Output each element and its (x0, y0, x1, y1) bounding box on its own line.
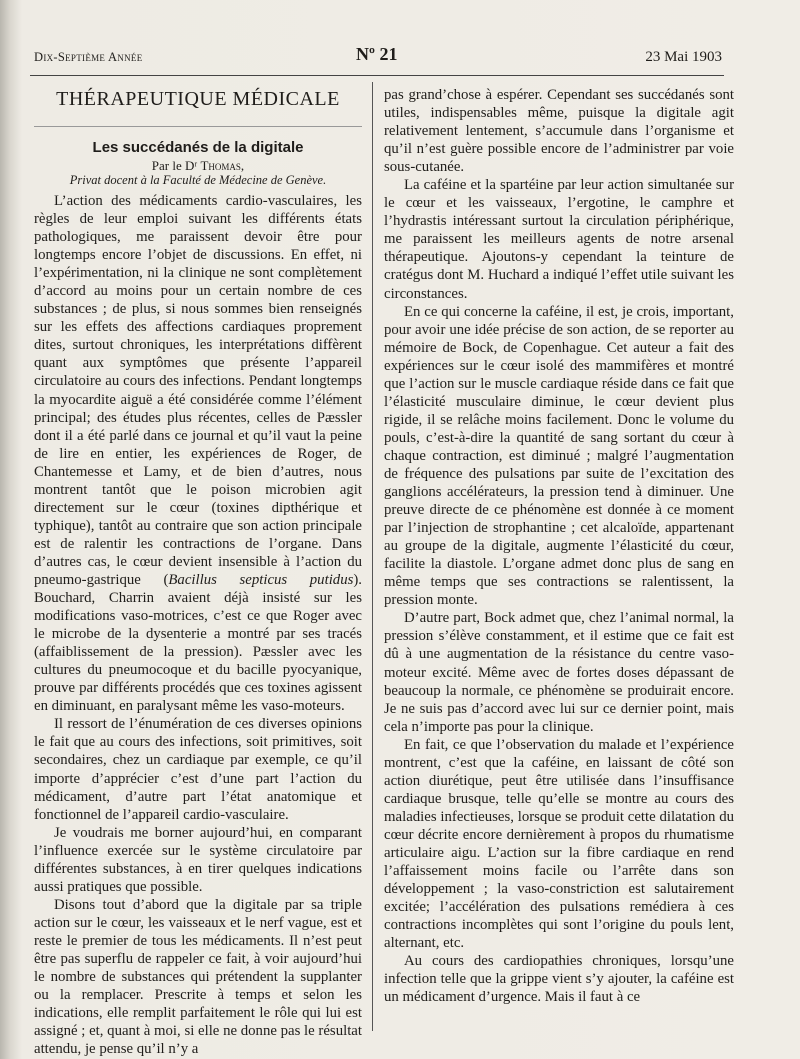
paragraph (34, 192, 362, 715)
paragraph: En ce qui concerne la caféine, il est, je crois, important, pour avoir une idée précise de son action, de se reporter au mémoire de Bock, de Copenhague. Cet auteur a fait des expériences sur le cœur isolé des mammifères et montré que l’action sur le muscle cardiaque réside dans ce fait que l’élasticité musculaire diminue, le cœur devient plus rigide, il se relâche moins facilement. Donc le volume du pouls, c’est-à-dire la quantité de sang sortant du cœur à chaque contraction, est diminué ; malgré l’augmentation de fréquence des pulsations par suite de l’excitation des ganglions accélérateurs, la pression tend à diminuer. Une preuve directe de ce phénomène est donnée à ce moment par l’injection de strophantine ; cet alcaloïde, appartenant au groupe de la digitale, augmente l’élasticité du cœur, facilite la diastole. L’organe admet donc plus de sang en même temps que ses contractions se ralentissent, la pression monte. (384, 303, 734, 609)
header-issue-number: Nº 21 (356, 44, 398, 64)
paragraph: Je voudrais me borner aujourd’hui, en comparant l’influence exercée sur le système circulatoire par différentes substances, à en tirer quelques indications aussi pratiques que possible. (34, 824, 362, 895)
byline-prefix: Par le Dʳ (151, 158, 201, 173)
header-volume: Dix-Septième Année (34, 50, 143, 64)
column-divider (372, 82, 373, 1031)
paragraph: En fait, ce que l’observation du malade et l’expérience montrent, c’est que la caféine, en laissant de côté son action diurétique, peut être utilisée dans l’insuffisance cardiaque brusque, telle qu’elle se montre au cours des maladies infectieuses, lorsque se produit cette dilatation du cœur décrite encore dernièrement à propos du rhumatisme articulaire aigu. L’action sur la fibre cardiaque en rend l’affaissement moins facile ou l’arrête dans son développement ; la vaso-constriction est salutairement excitée; l’accélération des pulsations remédiera à ces contractions incomplètes qui sont l’origine du pouls lent, alternant, etc. (384, 736, 734, 952)
paragraph-italic: Bacillus septicus putidus (168, 571, 354, 588)
section-title-block (34, 88, 362, 127)
article-title: Les succédanés de la digitale (92, 139, 304, 156)
paragraph: Il ressort de l’énumération de ces diverses opinions le fait que au cours des infections, soit primitives, soit secondaires, chez un cardiaque par exemple, ce qu’il importe d’apprécier c’est d’une part l’action du médicament, d’autre part l’état anatomique et fonctionnel de l’appareil cardio-vasculaire. (34, 716, 362, 823)
paragraph: Disons tout d’abord que la digitale par sa triple action sur le cœur, les vaisseaux et le nerf vague, est et reste le premier de tous les médicaments. Il n’est peut être pas superflu de rappeler ce fait, à voir aujourd’hui le nombre de substances qui prétendent la supplanter ou la remplacer. Prescrite à temps et selon les indications, elle remplit parfaitement le rôle qui lui est assigné ; et, quant à moi, si elle ne donne pas le résultat attendu, je pense qu’il n’y a (34, 896, 362, 1058)
page-header (34, 44, 722, 72)
paragraph: pas grand’chose à espérer. Cependant ses succédanés sont utiles, indispensables même, puisque la digitale agit relativement lentement, s’accumule dans l’organisme et qu’il n’est guère possible encore de l’administrer par voie sous-cutanée. (384, 87, 734, 176)
paragraph-text: ). Bouchard, Charrin avaient déjà insisté sur les modifications vaso-motrices, c’est ce que Roger avec le microbe de la dysenterie a montré par ses tracés (affaiblissement de la pression). Pæssler avec les cultures du pneumocoque et du bacille pyocyanique, prouve par différents procédés que ces toxines agissent en diminuant, en paralysant même les vaso-moteurs. (34, 571, 363, 715)
author-affiliation: Privat docent à la Faculté de Médecine de Genève. (69, 173, 327, 187)
paragraph: D’autre part, Bock admet que, chez l’animal normal, la pression s’élève constamment, et il estime que ce fait est dû à une augmentation de la résistance du centre vaso-moteur excité. Même avec de fortes doses dépassant de beaucoup la normale, ce phénomène se produirait encore. Je ne suis pas d’accord avec lui sur ce dernier point, mais cela n’importe pas pour la clinique. (384, 610, 734, 735)
paragraph-text: L’action des médicaments cardio-vasculaires, les règles de leur emploi suivant les différents états pathologiques, me paraissent devoir être pour longtemps encore l’objet de discussions. En effet, ni l’expérimentation, ni la clinique ne sont complètement d’accord au moins pour un certain nombre de ces substances ; de plus, si nous sommes bien renseignés sur les effets des affections cardiaques proprement dites, surtout chroniques, les interprétations diffèrent quant aux symptômes que présente l’appareil circulatoire au cours des infections. Pendant longtemps la myocardite aiguë a été considérée comme l’élément principal; des études plus récentes, celles de Pæssler dont il a été parlé dans ce journal et qu’il vaut la peine de lire en entier, les expériences de Roger, de Chantemesse et Lamy, et de bien d’autres, nous montrent tantôt que le poison microbien agit directement sur le cœur (toxines dipthérique et typhique), tantôt au contraire que son action principale est de ralentir les contractions de l’organe. Dans d’autres cas, le cœur devient insensible à l’action du pneumo-gastrique ( (34, 193, 362, 588)
author-name: Thomas, (200, 158, 245, 173)
left-column (34, 88, 362, 1058)
section-title: THÉRAPEUTIQUE MÉDICALE (56, 88, 340, 110)
article-byline (34, 158, 362, 173)
header-rule (30, 75, 724, 76)
paragraph: La caféine et la spartéine par leur action simultanée sur le cœur et les vaisseaux, l’ergotine, le camphre et l’hydrastis intéressant surtout la circulation périphérique, me paraissent les meilleurs agents de notre arsenal thérapeutique. Ajoutons-y cependant la teinture de cratégus dont M. Huchard a indiqué l’effet utile suivant les circonstances. (384, 177, 734, 302)
right-column (384, 86, 734, 1006)
paragraph: Au cours des cardiopathies chroniques, lorsqu’une infection telle que la grippe vient s’y ajouter, la caféine est un médicament d’urgence. Mais il faut à ce (384, 953, 734, 1006)
header-date: 23 Mai 1903 (645, 49, 722, 65)
